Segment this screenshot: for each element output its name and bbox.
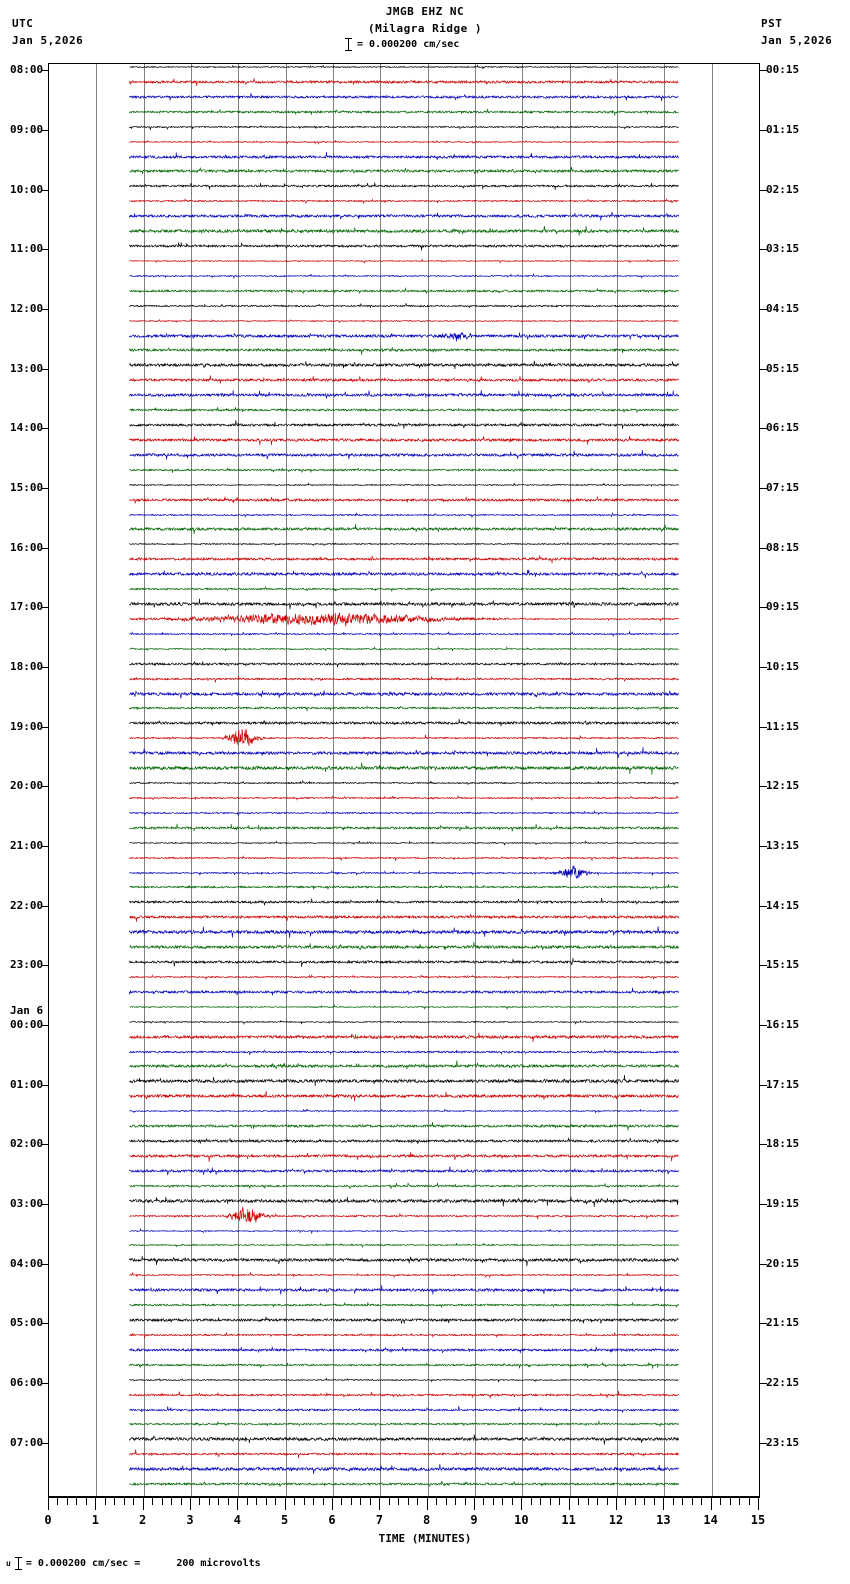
x-axis-minor-tick — [465, 1497, 466, 1505]
seismogram-trace — [49, 1216, 759, 1246]
seismogram-trace — [49, 813, 759, 843]
pst-hour-label: 17:15 — [766, 1077, 800, 1091]
seismogram-trace — [49, 619, 759, 649]
utc-hour-label: 00:00 — [10, 1018, 44, 1032]
x-axis-minor-tick — [294, 1497, 295, 1505]
pst-hour-label: 22:15 — [766, 1376, 800, 1390]
pst-hour-label: 06:15 — [766, 421, 800, 435]
utc-hour-label: 04:00 — [10, 1256, 44, 1270]
seismogram-trace — [49, 1350, 759, 1380]
vertical-bar-icon-footer — [15, 1557, 22, 1570]
x-axis-minor-tick — [86, 1497, 87, 1505]
pst-hour-label: 08:15 — [766, 540, 800, 554]
x-axis-minor-tick — [635, 1497, 636, 1505]
x-axis-minor-tick — [436, 1497, 437, 1505]
x-axis-minor-tick — [654, 1497, 655, 1505]
seismogram-trace — [49, 1007, 759, 1037]
x-axis-minor-tick — [266, 1497, 267, 1505]
pst-hour-label: 01:15 — [766, 123, 800, 137]
x-axis-minor-tick — [171, 1497, 172, 1505]
seismogram-trace — [49, 1290, 759, 1320]
x-axis-tick-label: 0 — [44, 1513, 52, 1527]
seismogram-trace — [49, 1126, 759, 1156]
seismogram-trace — [49, 1141, 759, 1171]
x-axis-tick-label: 15 — [750, 1513, 766, 1527]
minute-gridline — [712, 64, 713, 1496]
x-axis-minor-tick — [218, 1497, 219, 1505]
x-axis-major-tick — [616, 1497, 617, 1510]
seismogram-trace — [49, 634, 759, 664]
x-axis-tick-label: 3 — [186, 1513, 194, 1527]
seismogram-trace — [49, 1380, 759, 1410]
x-axis-minor-tick — [389, 1497, 390, 1505]
x-axis-minor-tick — [256, 1497, 257, 1505]
scale-legend-text: = 0.000200 cm/sec — [357, 39, 460, 50]
seismogram-trace — [49, 544, 759, 574]
minute-gridline — [428, 64, 429, 1496]
utc-date-label: Jan 5,2026 — [12, 34, 84, 47]
x-axis-minor-tick — [67, 1497, 68, 1505]
x-axis-major-tick — [190, 1497, 191, 1510]
x-axis-minor-tick — [502, 1497, 503, 1505]
x-axis-major-tick — [143, 1497, 144, 1510]
x-axis-minor-tick — [105, 1497, 106, 1505]
seismogram-trace — [49, 440, 759, 470]
pst-hour-label: 02:15 — [766, 182, 800, 196]
seismogram-trace — [49, 977, 759, 1007]
utc-hour-label: 07:00 — [10, 1435, 44, 1449]
x-axis-minor-tick — [483, 1497, 484, 1505]
x-axis-minor-tick — [341, 1497, 342, 1505]
x-axis-major-tick — [379, 1497, 380, 1510]
x-axis-minor-tick — [455, 1497, 456, 1505]
seismogram-trace — [49, 858, 759, 888]
seismogram-trace — [49, 1022, 759, 1052]
seismogram-trace — [49, 1230, 759, 1260]
seismogram-trace — [49, 1081, 759, 1111]
x-axis-tick-label: 11 — [561, 1513, 576, 1527]
seismogram-trace — [49, 246, 759, 276]
utc-hour-label: 22:00 — [10, 898, 44, 912]
seismogram-trace — [49, 67, 759, 97]
x-axis-major-tick — [48, 1497, 49, 1510]
x-axis-tick-label: 14 — [703, 1513, 718, 1527]
seismogram-trace — [49, 1424, 759, 1454]
seismogram-trace — [49, 529, 759, 559]
x-axis-minor-tick — [417, 1497, 418, 1505]
seismogram-trace — [49, 887, 759, 917]
x-axis-minor-tick — [57, 1497, 58, 1505]
station-name-subtitle: (Milagra Ridge ) — [368, 22, 482, 35]
minute-gridline — [617, 64, 618, 1496]
x-axis-minor-tick — [275, 1497, 276, 1505]
seismogram-trace — [49, 962, 759, 992]
pst-hour-label: 12:15 — [766, 779, 800, 793]
vertical-bar-icon — [345, 38, 352, 51]
seismogram-trace — [49, 1245, 759, 1275]
utc-hour-label: 05:00 — [10, 1316, 44, 1330]
utc-hour-label: 03:00 — [10, 1197, 44, 1211]
x-axis-minor-tick — [540, 1497, 541, 1505]
x-axis-minor-tick — [313, 1497, 314, 1505]
x-axis-tick-label: 5 — [281, 1513, 289, 1527]
day-break-label: Jan 6 — [10, 1004, 44, 1018]
utc-hour-label: 17:00 — [10, 600, 44, 614]
x-axis-major-tick — [285, 1497, 286, 1510]
seismogram-trace — [49, 1409, 759, 1439]
seismogram-trace — [49, 142, 759, 172]
seismogram-trace — [49, 455, 759, 485]
pst-hour-label: 15:15 — [766, 958, 800, 972]
minute-gridline — [664, 64, 665, 1496]
pst-hour-label: 18:15 — [766, 1137, 800, 1151]
seismogram-trace — [49, 947, 759, 977]
x-axis-major-tick — [758, 1497, 759, 1510]
x-axis-minor-tick — [199, 1497, 200, 1505]
seismogram-trace — [49, 574, 759, 604]
x-axis-tick-label: 2 — [139, 1513, 147, 1527]
x-axis-tick-label: 7 — [375, 1513, 383, 1527]
x-axis-tick-label: 4 — [233, 1513, 241, 1527]
x-axis-minor-tick — [673, 1497, 674, 1505]
x-axis-minor-tick — [578, 1497, 579, 1505]
x-axis-major-tick — [569, 1497, 570, 1510]
x-axis-minor-tick — [512, 1497, 513, 1505]
seismogram-trace — [49, 97, 759, 127]
seismogram-trace — [49, 1469, 759, 1497]
seismogram-trace — [49, 231, 759, 261]
seismogram-trace — [49, 514, 759, 544]
x-axis-minor-tick — [152, 1497, 153, 1505]
x-axis-minor-tick — [323, 1497, 324, 1505]
seismogram-trace — [49, 261, 759, 291]
x-axis-minor-tick — [739, 1497, 740, 1505]
x-axis-minor-tick — [247, 1497, 248, 1505]
pst-hour-label: 21:15 — [766, 1316, 800, 1330]
seismogram-trace — [49, 664, 759, 694]
utc-hour-label: 08:00 — [10, 63, 44, 77]
seismogram-trace — [49, 410, 759, 440]
seismogram-trace — [49, 291, 759, 321]
pst-hour-label: 16:15 — [766, 1018, 800, 1032]
seismogram-trace — [49, 843, 759, 873]
seismogram-trace — [49, 1454, 759, 1484]
seismogram-trace — [49, 186, 759, 216]
seismogram-trace — [49, 679, 759, 709]
utc-hour-label: 18:00 — [10, 660, 44, 674]
seismogram-trace — [49, 1260, 759, 1290]
seismogram-trace — [49, 1395, 759, 1425]
seismogram-trace — [49, 171, 759, 201]
micro-symbol: u — [6, 1559, 11, 1568]
seismogram-trace — [49, 321, 759, 351]
seismogram-trace — [49, 395, 759, 425]
x-axis-major-tick — [427, 1497, 428, 1510]
x-axis-minor-tick — [370, 1497, 371, 1505]
seismogram-trace — [49, 500, 759, 530]
x-axis-minor-tick — [597, 1497, 598, 1505]
pst-hour-label: 23:15 — [766, 1435, 800, 1449]
x-axis — [48, 1497, 760, 1511]
x-axis-minor-tick — [114, 1497, 115, 1505]
seismogram-trace — [49, 201, 759, 231]
minute-gridline — [522, 64, 523, 1496]
x-axis-minor-tick — [124, 1497, 125, 1505]
x-axis-minor-tick — [749, 1497, 750, 1505]
x-axis-tick-label: 9 — [470, 1513, 478, 1527]
seismogram-trace — [49, 1156, 759, 1186]
x-axis-title: TIME (MINUTES) — [378, 1532, 472, 1545]
utc-hour-label: 15:00 — [10, 481, 44, 495]
x-axis-tick-label: 13 — [656, 1513, 671, 1527]
pst-timezone-label: PST — [761, 17, 783, 30]
minute-gridline — [380, 64, 381, 1496]
x-axis-minor-tick — [701, 1497, 702, 1505]
seismogram-trace — [49, 1320, 759, 1350]
x-axis-major-tick — [237, 1497, 238, 1510]
utc-hour-label: 11:00 — [10, 242, 44, 256]
x-axis-tick-label: 1 — [91, 1513, 99, 1527]
x-axis-minor-tick — [209, 1497, 210, 1505]
pst-hour-label: 07:15 — [766, 481, 800, 495]
seismogram-trace — [49, 1305, 759, 1335]
seismogram-trace — [49, 112, 759, 142]
seismogram-trace — [49, 1275, 759, 1305]
pst-hour-label: 05:15 — [766, 361, 800, 375]
x-axis-minor-tick — [588, 1497, 589, 1505]
x-axis-major-tick — [663, 1497, 664, 1510]
x-axis-major-tick — [474, 1497, 475, 1510]
utc-hour-label: 01:00 — [10, 1077, 44, 1091]
x-axis-minor-tick — [730, 1497, 731, 1505]
seismogram-trace — [49, 1096, 759, 1126]
utc-hour-label: 19:00 — [10, 719, 44, 733]
minute-gridline — [96, 64, 97, 1496]
seismogram-trace — [49, 276, 759, 306]
x-axis-minor-tick — [644, 1497, 645, 1505]
x-axis-minor-tick — [228, 1497, 229, 1505]
seismogram-trace — [49, 1171, 759, 1201]
pst-hour-label: 00:15 — [766, 63, 800, 77]
pst-hour-label: 11:15 — [766, 719, 800, 733]
x-axis-minor-tick — [559, 1497, 560, 1505]
minute-gridline — [286, 64, 287, 1496]
seismogram-trace — [49, 1051, 759, 1081]
seismogram-trace — [49, 917, 759, 947]
pst-date-label: Jan 5,2026 — [761, 34, 833, 47]
x-axis-minor-tick — [133, 1497, 134, 1505]
x-axis-tick-label: 8 — [423, 1513, 431, 1527]
seismogram-trace — [49, 485, 759, 515]
seismogram-trace — [49, 783, 759, 813]
seismogram-trace — [49, 1365, 759, 1395]
seismogram-trace — [49, 380, 759, 410]
station-channel-title: JMGB EHZ NC — [385, 5, 465, 18]
x-axis-tick-label: 12 — [608, 1513, 624, 1527]
x-axis-minor-tick — [398, 1497, 399, 1505]
seismogram-trace — [49, 350, 759, 380]
seismogram-trace — [49, 768, 759, 798]
x-axis-major-tick — [95, 1497, 96, 1510]
seismogram-trace — [49, 63, 759, 82]
utc-timezone-label: UTC — [12, 17, 34, 30]
seismogram-trace — [49, 753, 759, 783]
x-axis-major-tick — [332, 1497, 333, 1510]
utc-hour-label: 02:00 — [10, 1137, 44, 1151]
amplitude-scale-legend — [345, 38, 459, 51]
seismogram-trace — [49, 216, 759, 246]
seismogram-trace — [49, 335, 759, 365]
minute-gridline — [191, 64, 192, 1496]
pst-hour-label: 14:15 — [766, 898, 800, 912]
pst-hour-label: 10:15 — [766, 660, 800, 674]
seismogram-trace — [49, 932, 759, 962]
x-axis-minor-tick — [692, 1497, 693, 1505]
seismogram-trace — [49, 828, 759, 858]
seismogram-trace — [49, 589, 759, 619]
minute-gridline — [333, 64, 334, 1496]
seismogram-trace — [49, 1186, 759, 1216]
seismogram-trace — [49, 872, 759, 902]
x-axis-tick-label: 6 — [328, 1513, 336, 1527]
utc-hour-label: 20:00 — [10, 779, 44, 793]
seismogram-trace — [49, 425, 759, 455]
minute-gridline — [238, 64, 239, 1496]
x-axis-minor-tick — [408, 1497, 409, 1505]
utc-hour-label: 13:00 — [10, 361, 44, 375]
pst-hour-label: 20:15 — [766, 1256, 800, 1270]
seismogram-trace — [49, 604, 759, 634]
utc-hour-label: 06:00 — [10, 1376, 44, 1390]
seismogram-trace — [49, 1037, 759, 1067]
seismogram-trace — [49, 559, 759, 589]
x-axis-minor-tick — [550, 1497, 551, 1505]
utc-hour-label: 16:00 — [10, 540, 44, 554]
seismogram-trace — [49, 708, 759, 738]
seismogram-trace — [49, 902, 759, 932]
minute-gridline — [570, 64, 571, 1496]
pst-hour-label: 13:15 — [766, 839, 800, 853]
minute-gridline — [144, 64, 145, 1496]
seismogram-trace — [49, 1201, 759, 1231]
x-axis-minor-tick — [493, 1497, 494, 1505]
x-axis-minor-tick — [76, 1497, 77, 1505]
seismogram-trace — [49, 738, 759, 768]
x-axis-minor-tick — [304, 1497, 305, 1505]
seismogram-trace — [49, 649, 759, 679]
utc-hour-label: 23:00 — [10, 958, 44, 972]
minute-gridline — [475, 64, 476, 1496]
seismogram-trace — [49, 127, 759, 157]
pst-hour-label: 09:15 — [766, 600, 800, 614]
x-axis-major-tick — [711, 1497, 712, 1510]
x-axis-minor-tick — [162, 1497, 163, 1505]
seismogram-trace — [49, 156, 759, 186]
seismogram-trace — [49, 693, 759, 723]
pst-hour-label: 19:15 — [766, 1197, 800, 1211]
utc-hour-label: 10:00 — [10, 182, 44, 196]
utc-hour-label: 09:00 — [10, 123, 44, 137]
x-axis-minor-tick — [720, 1497, 721, 1505]
pst-hour-label: 04:15 — [766, 302, 800, 316]
seismogram-trace — [49, 798, 759, 828]
x-axis-minor-tick — [682, 1497, 683, 1505]
x-axis-minor-tick — [360, 1497, 361, 1505]
footer-scale-note — [6, 1557, 261, 1570]
seismogram-trace — [49, 1111, 759, 1141]
footer-scale-text: = 0.000200 cm/sec = 200 microvolts — [25, 1558, 261, 1569]
x-axis-minor-tick — [351, 1497, 352, 1505]
utc-hour-label: 14:00 — [10, 421, 44, 435]
seismogram-trace — [49, 1335, 759, 1365]
utc-hour-label: 12:00 — [10, 302, 44, 316]
x-axis-minor-tick — [181, 1497, 182, 1505]
x-axis-minor-tick — [446, 1497, 447, 1505]
helicorder-plot-area[interactable] — [48, 63, 760, 1497]
seismogram-trace — [49, 1066, 759, 1096]
x-axis-minor-tick — [607, 1497, 608, 1505]
pst-hour-label: 03:15 — [766, 242, 800, 256]
x-axis-minor-tick — [625, 1497, 626, 1505]
seismogram-trace — [49, 1439, 759, 1469]
x-axis-tick-label: 10 — [514, 1513, 529, 1527]
seismogram-trace — [49, 306, 759, 336]
seismogram-trace — [49, 723, 759, 753]
seismogram-trace — [49, 992, 759, 1022]
x-axis-major-tick — [521, 1497, 522, 1510]
seismogram-trace — [49, 365, 759, 395]
utc-hour-label: 21:00 — [10, 839, 44, 853]
seismogram-trace — [49, 470, 759, 500]
x-axis-minor-tick — [531, 1497, 532, 1505]
seismogram-trace — [49, 82, 759, 112]
